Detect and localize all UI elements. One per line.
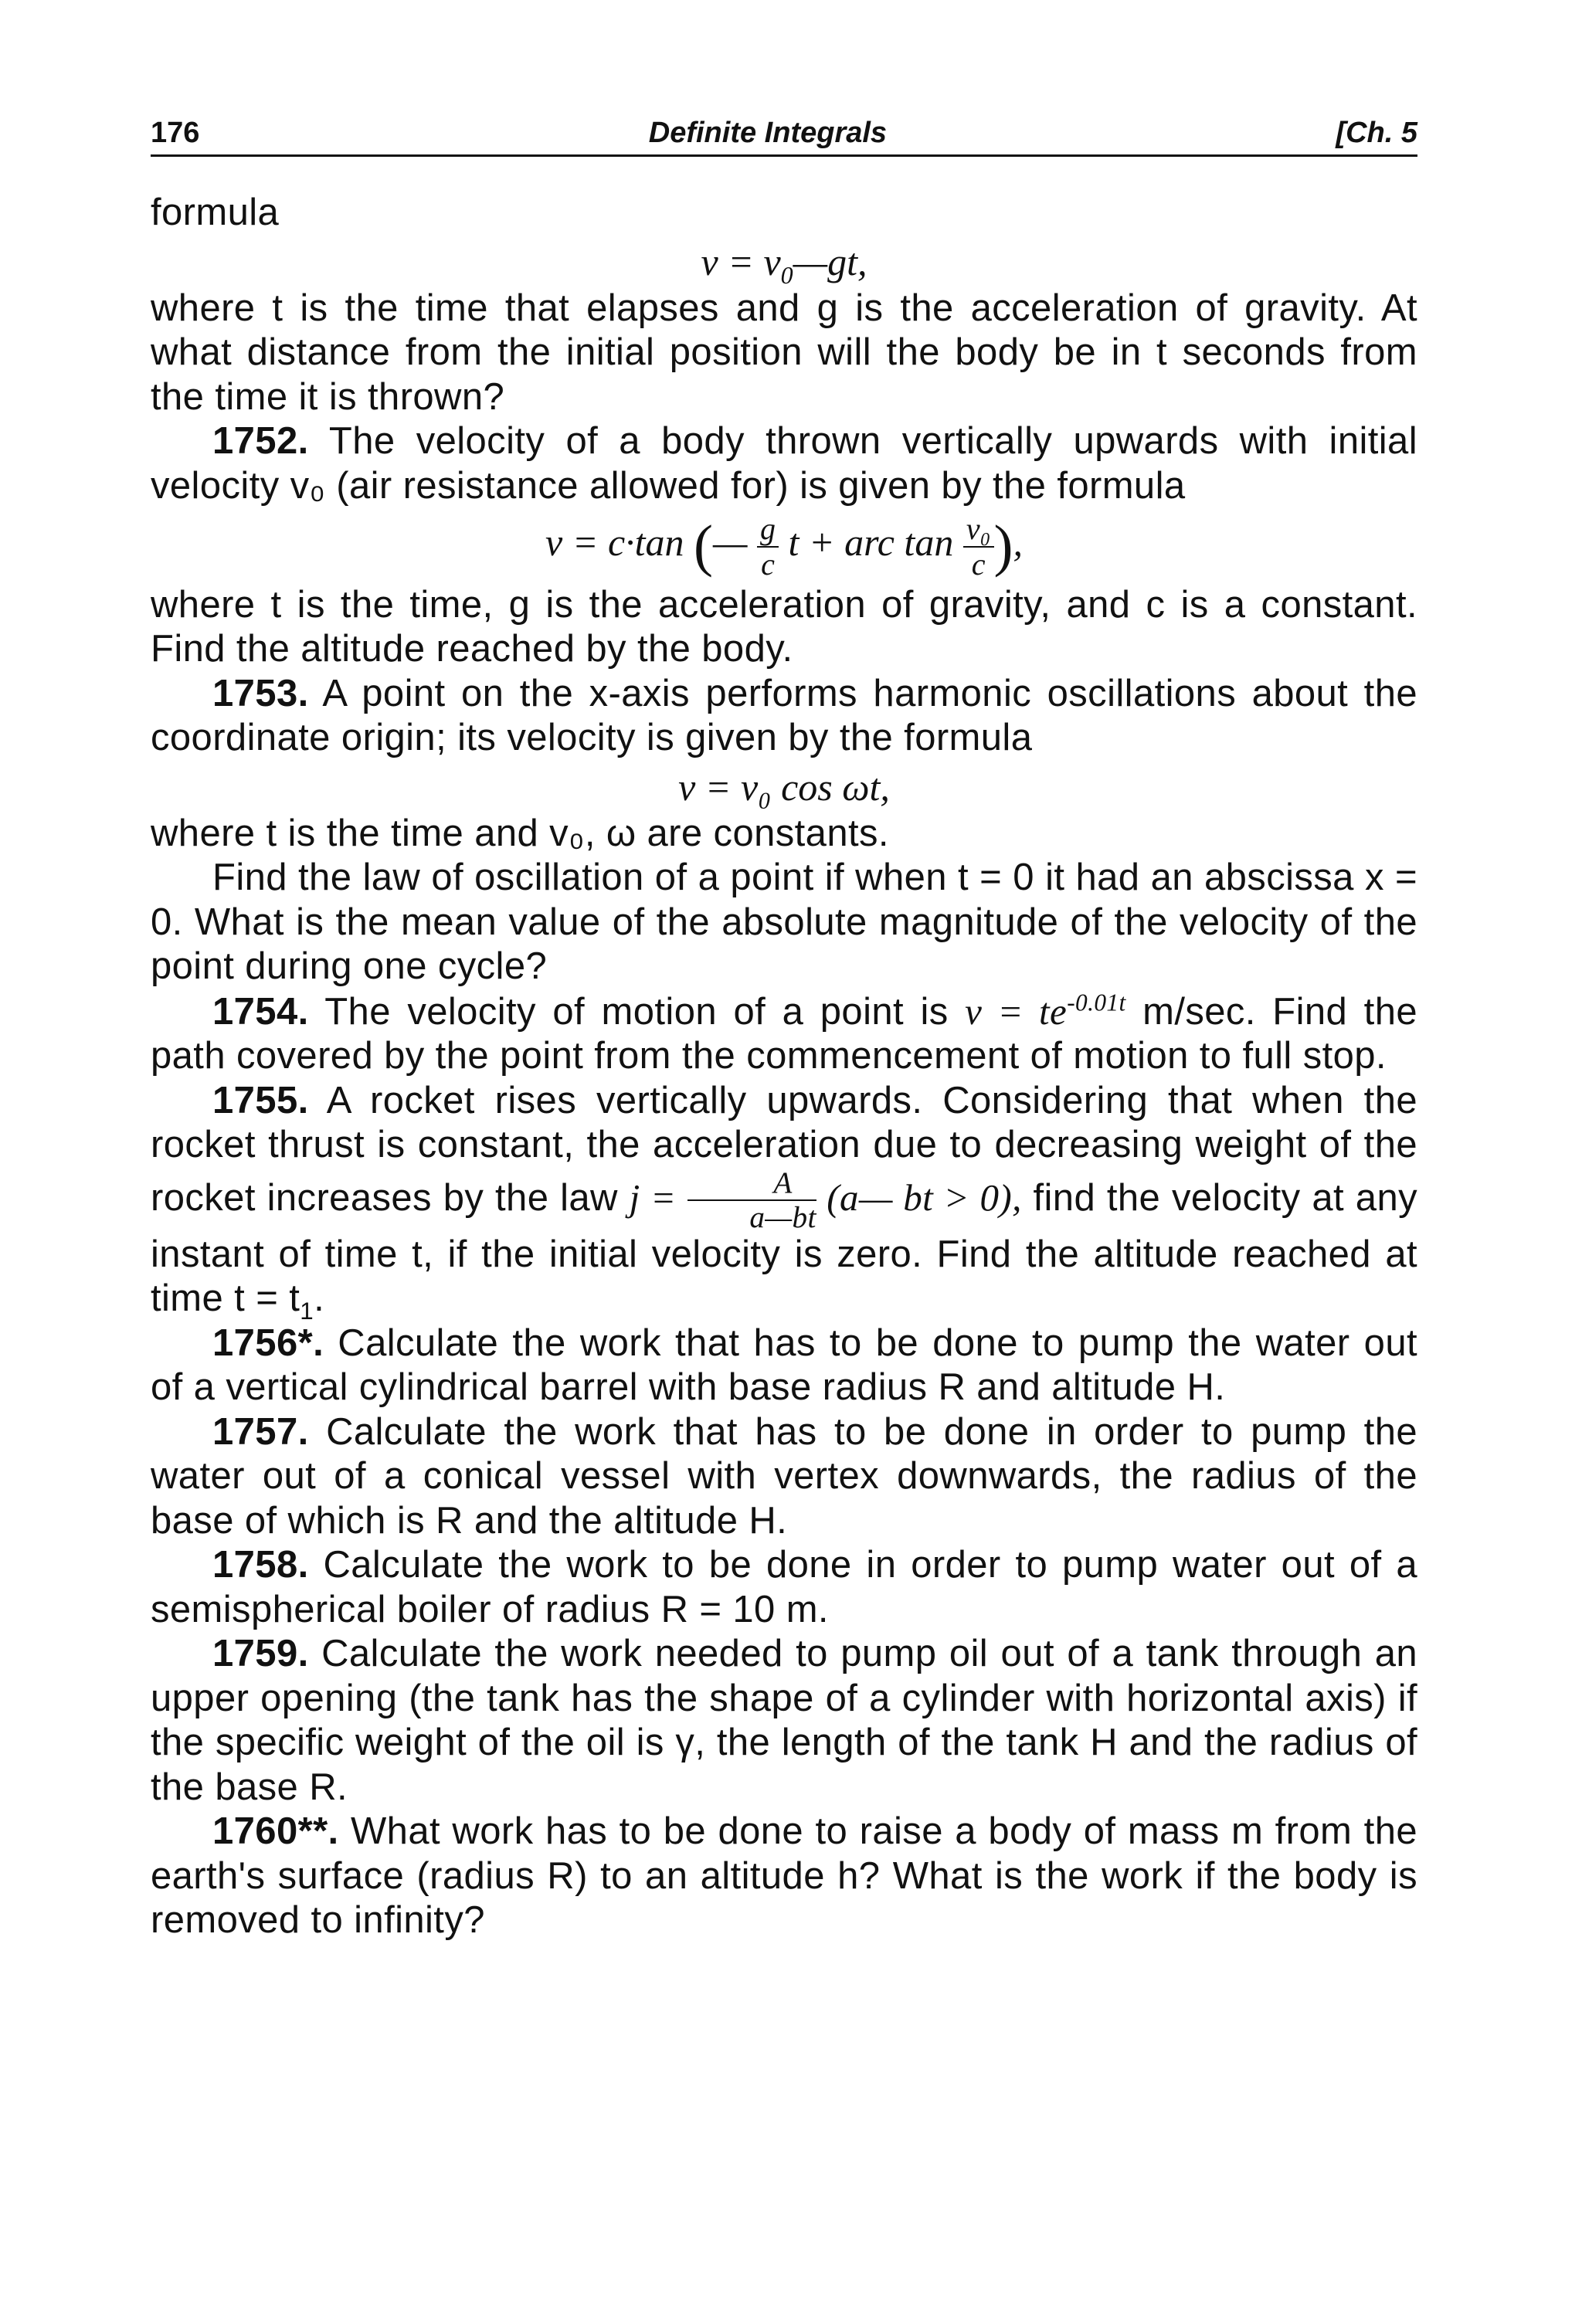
- paragraph-formula-intro: formula: [151, 192, 280, 233]
- open-paren-glyph: (: [694, 514, 714, 578]
- problem-1760: 1760**. What work has to be done to raise a body of mass m from the earth's surface (radius R) to an altitude h? What is the work if the body is removed to infinity?: [151, 1810, 1417, 1942]
- running-title: Definite Integrals: [648, 117, 888, 149]
- problem-number: 1759.: [212, 1633, 309, 1675]
- paragraph-problem-1752-end: where t is the time, g is the acceleration of gravity, and c is a constant. Find the altitude reached by the body.: [151, 583, 1417, 670]
- problem-1756: 1756*. Calculate the work that has to be done to pump the water out of a vertical cylindrical barrel with base radius R and altitude H.: [151, 1321, 1417, 1409]
- problem-number: 1758.: [212, 1544, 309, 1586]
- chapter-label: [Ch. 5: [1336, 117, 1417, 149]
- fraction-g-over-c: $\frac{g}{c}$: [757, 514, 779, 580]
- problem-1752: 1752. The velocity of a body thrown vertically upwards with initial velocity v₀ (air resistance allowed for) is given by the formula: [151, 420, 1417, 507]
- problem-number: 1760**.: [212, 1810, 339, 1853]
- problem-1754: 1754. The velocity of motion of a point is $v = te^{-0.01t}$ m/sec. Find the path covered by the point from the commencement of motion to full stop.: [151, 989, 1417, 1077]
- problem-number: 1756*.: [212, 1321, 324, 1364]
- problem-number: 1752.: [212, 420, 309, 462]
- problem-1759: 1759. Calculate the work needed to pump oil out of a tank through an upper opening (the tank has the shape of a cylinder with horizontal axis) if the specific weight of the oil is γ, the length of the tank H and the radius of the base R.: [151, 1633, 1417, 1808]
- problem-1758: 1758. Calculate the work to be done in order to pump water out of a semispherical boiler of radius R = 10 m.: [151, 1544, 1418, 1630]
- paragraph-problem-1753-question: Find the law of oscillation of a point if when t = 0 it had an abscissa x = 0. What is the mean value of the absolute magnitude of the velocity of the point during one cycle?: [151, 857, 1417, 988]
- problem-number: 1755.: [212, 1079, 309, 1121]
- problem-number: 1757.: [212, 1410, 309, 1453]
- formula-velocity-linear: $v = v_0—gt$,: [701, 239, 867, 289]
- page-content: [151, 116, 1417, 1943]
- problem-number: 1753.: [212, 672, 309, 714]
- fraction-v0-over-c: $\frac{\text{v₀}}{c}$: [963, 514, 994, 580]
- running-header: [151, 116, 1417, 157]
- close-paren-glyph: ): [993, 514, 1013, 578]
- problem-1755: 1755. A rocket rises vertically upwards. Considering that when the rocket thrust is constant, the acceleration due to decreasing weight of the rocket increases by the law j = $\frac{A}{a—bt}$ (a— bt > 0), find the velocity at any instant of time t, if the initial velocity is zero. Find the altitude reached at time $t = t_1$.: [151, 1079, 1418, 1325]
- problem-number: 1754.: [212, 990, 309, 1033]
- formula-velocity-tan: v = c·tan (— $\frac{g}{c}$ t + arc tan $\frac{\text{v₀}}{c}$ ),: [545, 511, 1023, 582]
- problem-1757: 1757. Calculate the work that has to be done in order to pump the water out of a conical vessel with vertex downwards, the radius of the base of which is R and the altitude H.: [151, 1410, 1417, 1542]
- paragraph-constants: where t is the time and v₀, ω are constants.: [151, 812, 889, 854]
- page-number: 176: [151, 117, 200, 149]
- problem-1753: 1753. A point on the x-axis performs harmonic oscillations about the coordinate origin; its velocity is given by the formula: [151, 672, 1417, 759]
- paragraph-problem-1751-end: where t is the time that elapses and g is the acceleration of gravity. At what distance from the initial position will the body be in t seconds from the time it is thrown?: [151, 287, 1417, 418]
- fraction-a-over-a-minus-bt: $\frac{A}{a—bt}$: [687, 1168, 816, 1233]
- formula-velocity-cos: v = v₀ cos ωt,: [678, 765, 890, 809]
